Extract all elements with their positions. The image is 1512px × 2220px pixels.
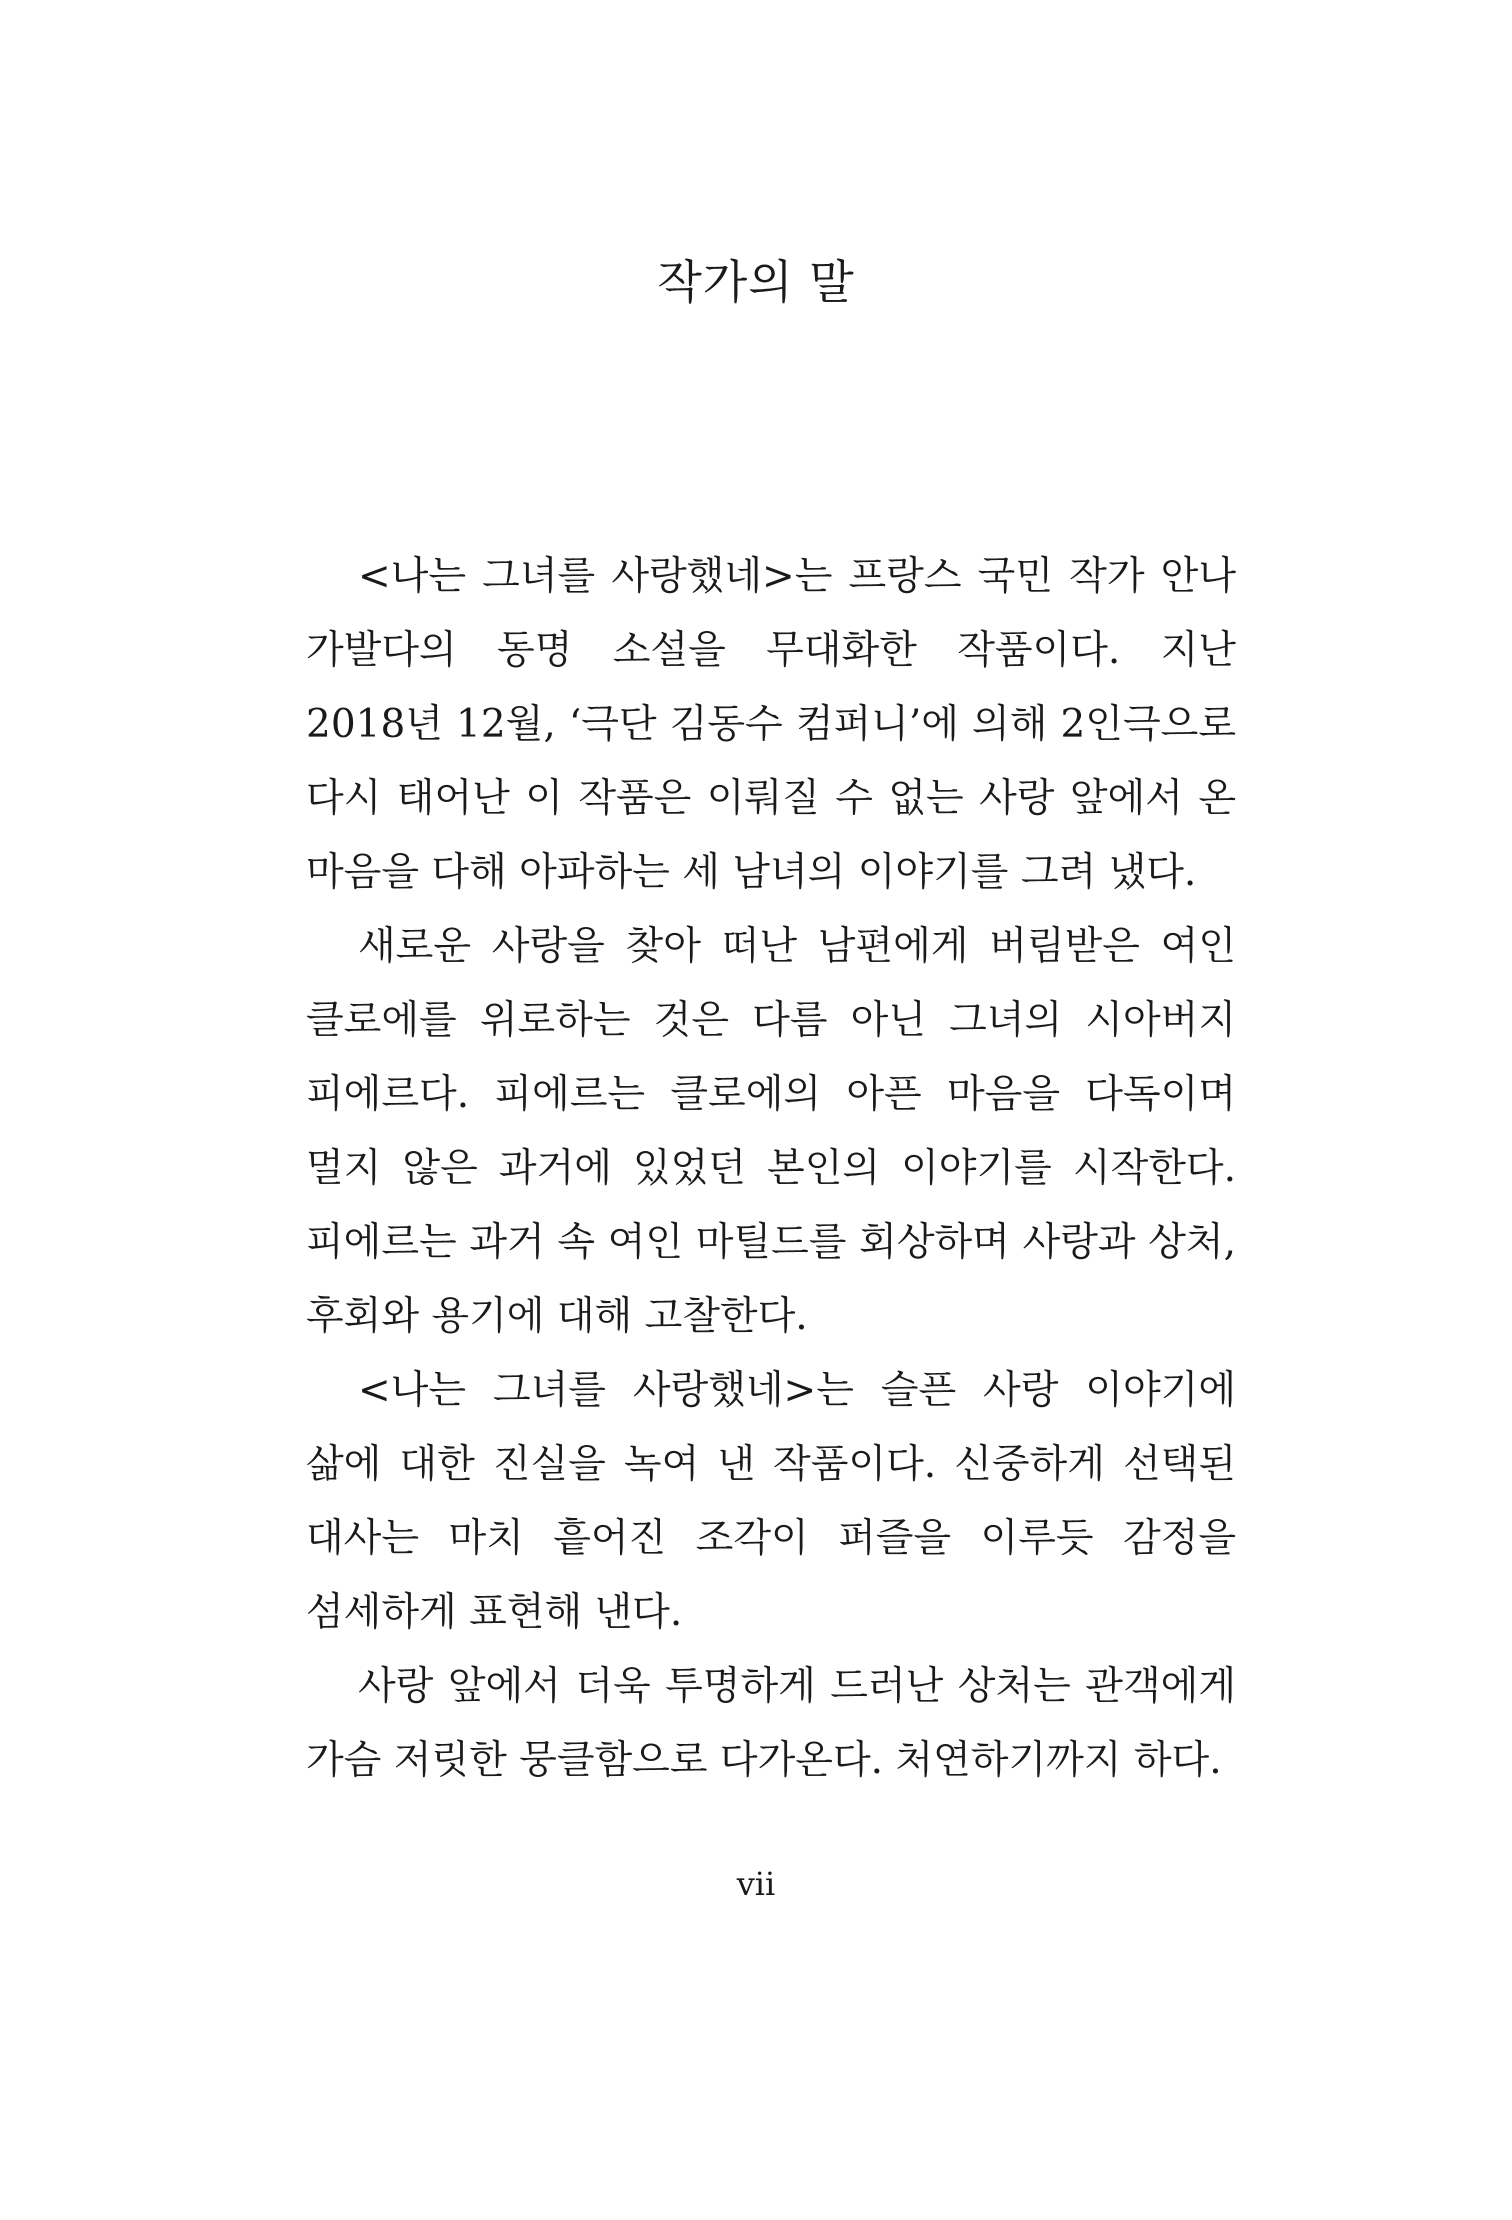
body-text — [306, 540, 1236, 1798]
page-title: 작가의 말 — [657, 255, 855, 309]
paragraph-2: 새로운 사랑을 찾아 떠난 남편에게 버림받은 여인 클로에를 위로하는 것은 다름 아닌 그녀의 시아버지 피에르다. 피에르는 클로에의 아픈 마음을 다독이며 멀지 않은 과거에 있었던 본인의 이야기를 시작한다. 피에르는 과거 속 여인 마틸드를 회상하며 사랑과 상처, 후회와 용기에 대해 고찰한다. — [306, 924, 1236, 1339]
paragraph-4: 사랑 앞에서 더욱 투명하게 드러난 상처는 관객에게 가슴 저릿한 뭉클함으로 다가온다. 처연하기까지 하다. — [306, 1664, 1236, 1783]
page-number: vii — [736, 1865, 776, 1903]
paragraph-1: <나는 그녀를 사랑했네>는 프랑스 국민 작가 안나 가발다의 동명 소설을 무대화한 작품이다. 지난 2018년 12월, ‘극단 김동수 컴퍼니’에 의해 2인극으로 다시 태어난 이 작품은 이뤄질 수 없는 사랑 앞에서 온 마음을 다해 아파하는 세 남녀의 이야기를 그려 냈다. — [306, 554, 1236, 895]
paragraph-3: <나는 그녀를 사랑했네>는 슬픈 사랑 이야기에 삶에 대한 진실을 녹여 낸 작품이다. 신중하게 선택된 대사는 마치 흩어진 조각이 퍼즐을 이루듯 감정을 섬세하게 표현해 낸다. — [306, 1368, 1236, 1635]
